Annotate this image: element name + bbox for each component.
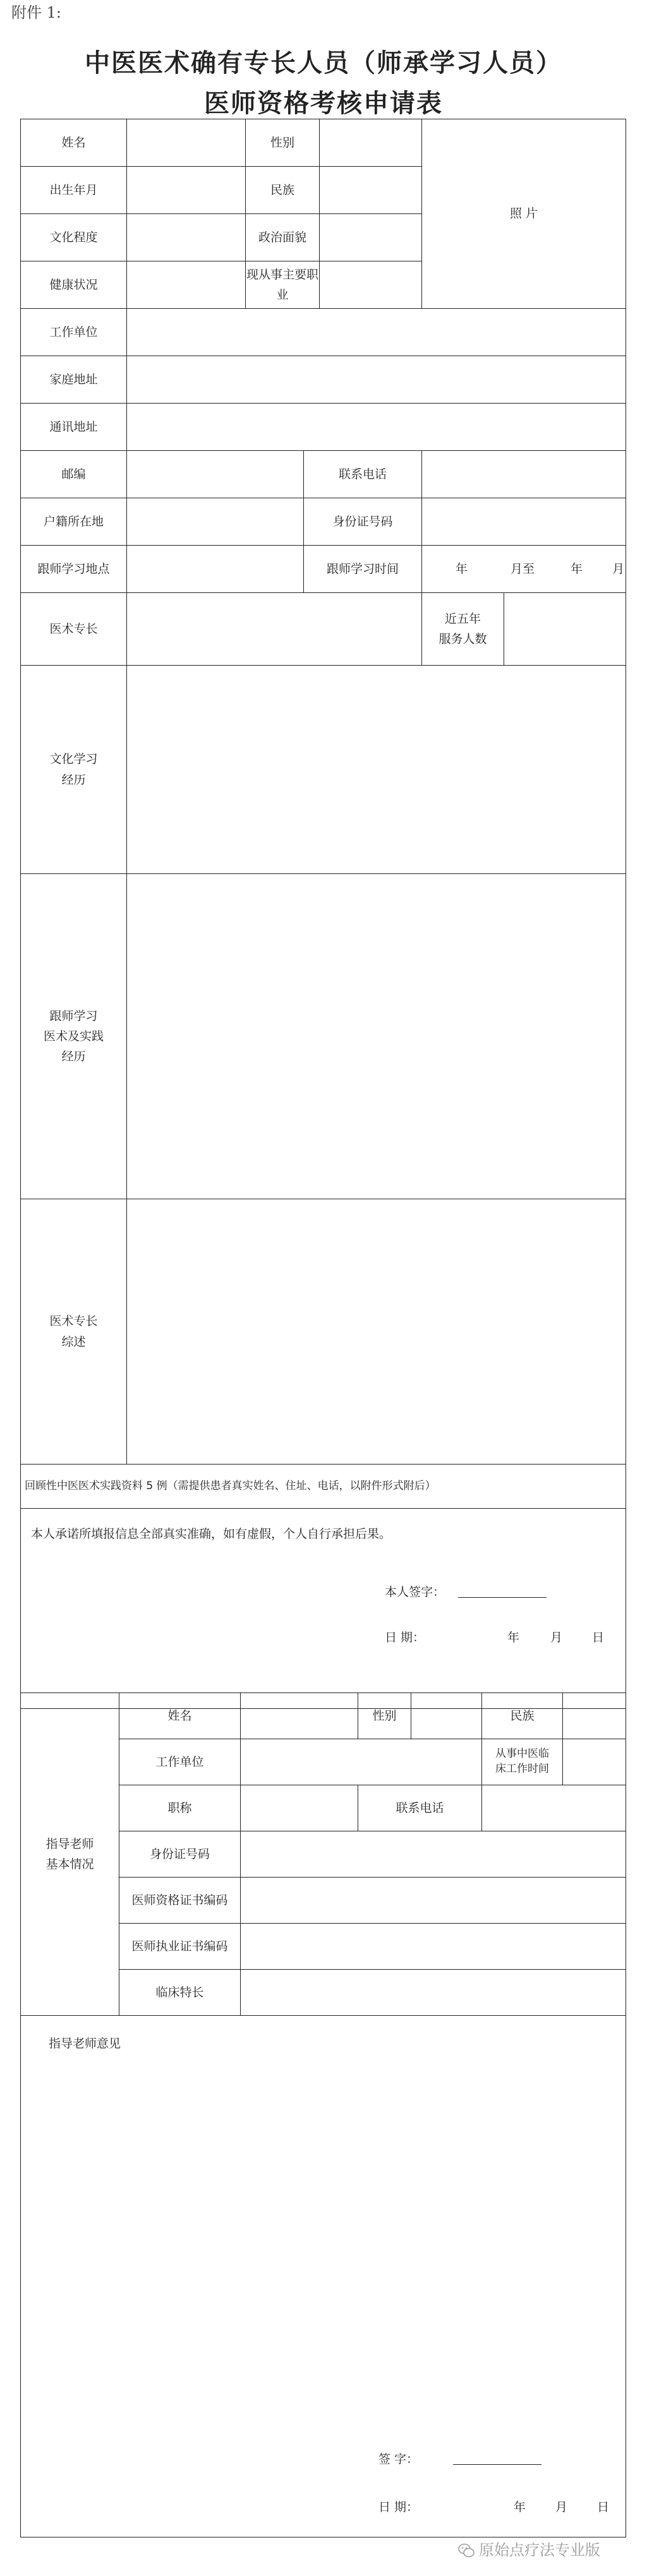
form-title-line1: 中医医术确有专长人员（师承学习人员）	[85, 49, 562, 78]
phone-field[interactable]	[422, 451, 626, 498]
ethnicity-field[interactable]	[320, 167, 422, 214]
culture-label-line2: 经历	[61, 772, 86, 787]
study-time-year2: 年	[571, 561, 583, 576]
mentor-table	[20, 1692, 626, 2537]
applicant-table	[20, 119, 626, 1709]
mentor-title-field[interactable]	[241, 1785, 358, 1831]
mentor-clinical-label-line2: 床工作时间	[495, 1763, 549, 1775]
patients-field[interactable]	[504, 593, 626, 666]
education-label: 文化程度	[21, 214, 127, 261]
employer-field[interactable]	[127, 309, 626, 356]
mentor-specialty-field[interactable]	[241, 1970, 626, 2016]
practice-label-line1: 跟师学习	[49, 1009, 98, 1023]
watermark	[457, 2537, 600, 2563]
practice-field[interactable]	[127, 874, 626, 1199]
mentor-clinical-label-line1: 从事中医临	[495, 1747, 549, 1761]
practice-label	[21, 874, 127, 1199]
mentor-ethnicity-field[interactable]	[563, 1693, 626, 1739]
mentor-clinical-field[interactable]	[563, 1739, 626, 1785]
applicant-date-month: 月	[550, 1631, 563, 1645]
ethnicity-label: 民族	[246, 167, 320, 214]
practice-label-line3: 经历	[61, 1050, 86, 1064]
summary-field[interactable]	[127, 1199, 626, 1465]
culture-field[interactable]	[127, 666, 626, 874]
patients-label	[422, 593, 504, 666]
political-field[interactable]	[320, 214, 422, 261]
mentor-practice-cert-label: 医师执业证书编码	[119, 1924, 241, 1970]
mentor-clinical-label	[482, 1739, 563, 1785]
mentor-practice-cert-field[interactable]	[241, 1924, 626, 1970]
study-time-month-to: 月至	[510, 561, 535, 576]
mentor-id-field[interactable]	[241, 1831, 626, 1878]
study-place-label: 跟师学习地点	[21, 546, 127, 593]
cases-note: 回顾性中医医术实践资料 5 例（需提供患者真实姓名、住址、电话，以附件形式附后）	[21, 1465, 626, 1509]
mentor-title-label: 职称	[119, 1785, 241, 1831]
mentor-opinion-box[interactable]	[21, 2016, 626, 2537]
name-field[interactable]	[127, 119, 246, 167]
practice-label-line2: 医术及实践	[43, 1029, 104, 1043]
study-place-field[interactable]	[127, 546, 304, 593]
hukou-label: 户籍所在地	[21, 498, 127, 546]
mentor-phone-label: 联系电话	[358, 1785, 482, 1831]
occupation-label: 现从事主要职业	[246, 261, 320, 309]
photo-box[interactable]: 照 片	[422, 119, 626, 309]
culture-label	[21, 666, 127, 874]
wechat-icon	[457, 2542, 475, 2560]
mail-address-field[interactable]	[127, 404, 626, 451]
mentor-opinion-label: 指导老师意见	[49, 2037, 121, 2051]
summary-label-line2: 综述	[61, 1334, 86, 1349]
home-address-label: 家庭地址	[21, 356, 127, 404]
applicant-signature-line[interactable]	[458, 1586, 547, 1598]
patients-label-line2: 服务人数	[438, 632, 487, 646]
mentor-phone-field[interactable]	[482, 1785, 626, 1831]
study-time-month2: 月	[612, 561, 625, 576]
applicant-date-year: 年	[507, 1631, 520, 1645]
declaration-text: 本人承诺所填报信息全部真实准确，如有虚假，个人自行承担后果。	[31, 1527, 392, 1541]
mentor-section-label	[21, 1693, 119, 2016]
applicant-date-label: 日 期：	[385, 1631, 425, 1645]
specialty-field[interactable]	[127, 593, 422, 666]
mentor-ethnicity-label: 民族	[482, 1693, 563, 1739]
mentor-name-label: 姓名	[119, 1693, 241, 1739]
declaration-box[interactable]	[21, 1509, 626, 1709]
mentor-signature-line[interactable]	[453, 2453, 541, 2465]
study-time-year1: 年	[455, 561, 468, 576]
postcode-label: 邮编	[21, 451, 127, 498]
hukou-field[interactable]	[127, 498, 304, 546]
mentor-section-label-line2: 基本情况	[45, 1857, 94, 1871]
name-label: 姓名	[21, 119, 127, 167]
mentor-employer-field[interactable]	[241, 1739, 482, 1785]
phone-label: 联系电话	[304, 451, 422, 498]
birth-label: 出生年月	[21, 167, 127, 214]
mentor-section-label-line1: 指导老师	[45, 1836, 94, 1851]
watermark-text: 原始点疗法专业版	[479, 2541, 600, 2559]
form-title-line2: 医师资格考核申请表	[204, 89, 443, 118]
gender-field[interactable]	[320, 119, 422, 167]
occupation-field[interactable]	[320, 261, 422, 309]
mentor-date-label: 日 期：	[378, 2500, 419, 2514]
gender-label: 性别	[246, 119, 320, 167]
study-time-label: 跟师学习时间	[304, 546, 422, 593]
education-field[interactable]	[127, 214, 246, 261]
mentor-date-day: 日	[597, 2500, 610, 2514]
summary-label-line1: 医术专长	[49, 1314, 98, 1329]
mentor-qual-cert-label: 医师资格证书编码	[119, 1878, 241, 1924]
health-label: 健康状况	[21, 261, 127, 309]
birth-field[interactable]	[127, 167, 246, 214]
mentor-date-year: 年	[514, 2500, 526, 2514]
id-number-field[interactable]	[422, 498, 626, 546]
specialty-label: 医术专长	[21, 593, 127, 666]
mail-address-label: 通讯地址	[21, 404, 127, 451]
mentor-gender-label: 性别	[358, 1693, 411, 1739]
home-address-field[interactable]	[127, 356, 626, 404]
employer-label: 工作单位	[21, 309, 127, 356]
mentor-id-label: 身份证号码	[119, 1831, 241, 1878]
postcode-field[interactable]	[127, 451, 304, 498]
culture-label-line1: 文化学习	[49, 752, 98, 767]
health-field[interactable]	[127, 261, 246, 309]
mentor-qual-cert-field[interactable]	[241, 1878, 626, 1924]
patients-label-line1: 近五年	[445, 611, 481, 626]
attachment-label: 附件 1:	[11, 4, 61, 21]
mentor-employer-label: 工作单位	[119, 1739, 241, 1785]
mentor-date-month: 月	[555, 2500, 568, 2514]
applicant-date-day: 日	[592, 1631, 605, 1645]
applicant-signature-label: 本人签字：	[385, 1585, 445, 1600]
summary-label	[21, 1199, 127, 1465]
mentor-signature-label: 签 字：	[378, 2452, 419, 2466]
mentor-gender-field[interactable]	[411, 1693, 482, 1739]
study-time-field[interactable]	[422, 546, 626, 593]
mentor-specialty-label: 临床特长	[119, 1970, 241, 2016]
mentor-name-field[interactable]	[241, 1693, 358, 1739]
political-label: 政治面貌	[246, 214, 320, 261]
id-number-label: 身份证号码	[304, 498, 422, 546]
